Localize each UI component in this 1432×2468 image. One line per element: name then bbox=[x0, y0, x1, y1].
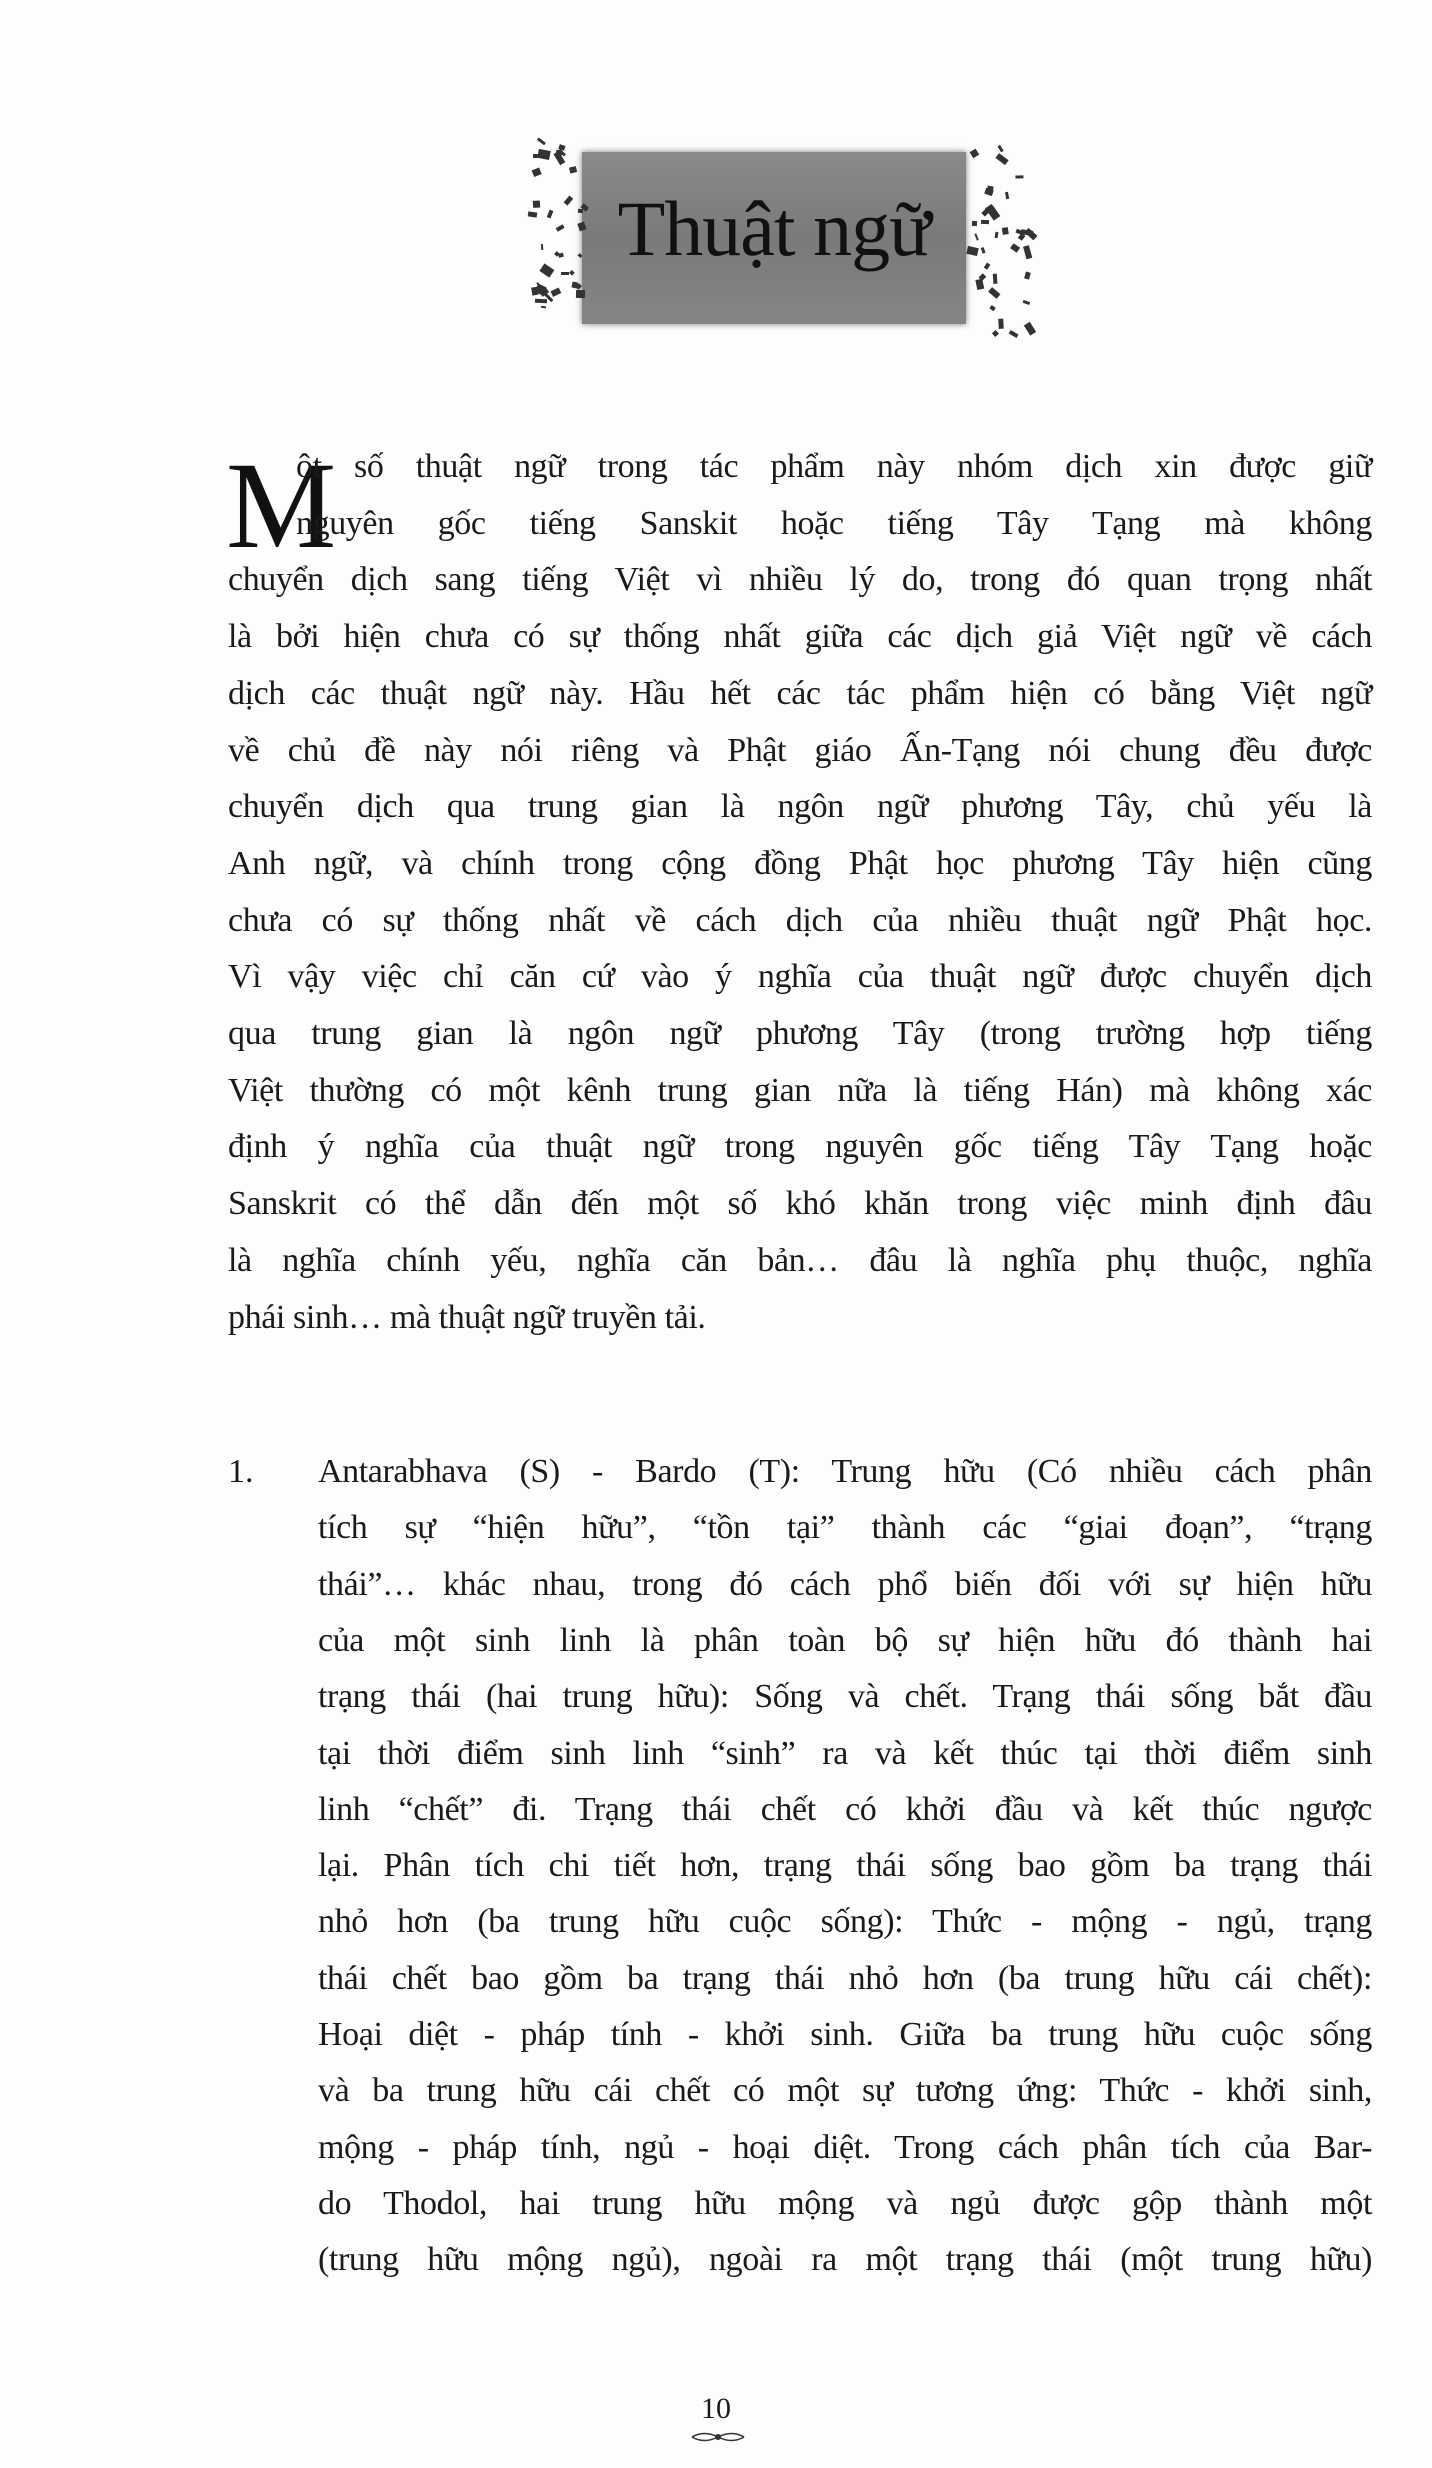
ink-speck bbox=[989, 287, 1001, 298]
ink-speck bbox=[967, 246, 980, 256]
page-number: 10 bbox=[701, 2392, 731, 2425]
text-line: ột số thuật ngữ trong tác phẩm này nhóm dịch xin được giữ bbox=[296, 448, 1372, 485]
ink-speck bbox=[1023, 299, 1031, 304]
text-line: chưa có sự thống nhất về cách dịch của nhiều thuật ngữ Phật học. bbox=[228, 901, 1372, 939]
text-line: Việt thường có một kênh trung gian nữa là tiếng Hán) mà không xác bbox=[228, 1071, 1372, 1109]
list-item-line: (trung hữu mộng ngủ), ngoài ra một trạng thái (một trung hữu) bbox=[318, 2241, 1372, 2279]
ink-speck bbox=[528, 211, 537, 217]
ink-speck bbox=[551, 287, 561, 296]
ink-speck bbox=[998, 319, 1004, 329]
ink-speck bbox=[995, 232, 999, 239]
ink-speck bbox=[976, 279, 984, 290]
list-item-line: mộng - pháp tính, ngủ - hoại diệt. Trong cách phân tích của Bar- bbox=[318, 2128, 1372, 2166]
ink-speck bbox=[974, 233, 979, 240]
ink-speck bbox=[570, 270, 576, 276]
ink-speck bbox=[1023, 245, 1033, 259]
ink-speck bbox=[539, 263, 554, 277]
ink-speck bbox=[987, 206, 1001, 221]
text-line: dịch các thuật ngữ này. Hầu hết các tác phẩm hiện có bằng Việt ngữ bbox=[228, 674, 1372, 712]
text-line: qua trung gian là ngôn ngữ phương Tây (trong trường hợp tiếng bbox=[228, 1015, 1372, 1052]
list-item-line: thái chết bao gồm ba trạng thái nhỏ hơn (ba trung hữu cái chết): bbox=[318, 1959, 1372, 1997]
list-item-line: linh “chết” đi. Trạng thái chết có khởi đầu và kết thúc ngược bbox=[318, 1790, 1372, 1828]
ink-speck bbox=[568, 166, 576, 173]
list-item-line: Antarabhava (S) - Bardo (T): Trung hữu (Có nhiều cách phân bbox=[318, 1453, 1372, 1490]
ink-speck bbox=[1024, 322, 1036, 336]
ink-speck bbox=[541, 306, 546, 309]
text-line: chuyển dịch qua trung gian là ngôn ngữ phương Tây, chủ yếu là bbox=[228, 788, 1372, 826]
list-item-line: lại. Phân tích chi tiết hơn, trạng thái sống bao gồm ba trạng thái bbox=[318, 1847, 1372, 1885]
ink-speck bbox=[972, 221, 977, 226]
page-ornament-icon bbox=[690, 2430, 746, 2444]
list-item-line: trạng thái (hai trung hữu): Sống và chết. Trạng thái sống bắt đầu bbox=[318, 1678, 1372, 1716]
ink-speck bbox=[997, 145, 1003, 153]
text-line: định ý nghĩa của thuật ngữ trong nguyên gốc tiếng Tây Tạng hoặc bbox=[228, 1128, 1372, 1166]
ink-speck bbox=[996, 153, 1009, 165]
ink-speck bbox=[533, 154, 538, 158]
ink-speck bbox=[535, 298, 547, 302]
list-item-line: tích sự “hiện hữu”, “tồn tại” thành các “giai đoạn”, “trạng bbox=[318, 1509, 1372, 1547]
list-item-line: của một sinh linh là phân toàn bộ sự hiện hữu đó thành hai bbox=[318, 1621, 1372, 1659]
ink-speck bbox=[555, 225, 564, 233]
list-number: 1. bbox=[228, 1453, 254, 1490]
ink-speck bbox=[1025, 271, 1031, 279]
text-line: là bởi hiện chưa có sự thống nhất giữa các dịch giả Việt ngữ về cách bbox=[228, 618, 1372, 656]
ink-speck bbox=[989, 305, 995, 311]
ink-speck bbox=[1006, 191, 1010, 198]
text-line: Vì vậy việc chỉ căn cứ vào ý nghĩa của thuật ngữ được chuyển dịch bbox=[228, 958, 1372, 996]
list-item-line: Hoại diệt - pháp tính - khởi sinh. Giữa ba trung hữu cuộc sống bbox=[318, 2016, 1372, 2053]
list-item-line: do Thodol, hai trung hữu mộng và ngủ được gộp thành một bbox=[318, 2184, 1372, 2222]
ink-speck bbox=[537, 149, 551, 160]
ink-speck bbox=[561, 272, 569, 275]
chapter-heading bbox=[520, 140, 1020, 340]
ink-speck bbox=[575, 290, 584, 299]
ink-speck bbox=[981, 220, 989, 225]
text-line: nguyên gốc tiếng Sanskit hoặc tiếng Tây Tạng mà không bbox=[296, 504, 1372, 542]
ink-speck bbox=[983, 263, 990, 270]
ink-speck bbox=[1016, 176, 1024, 179]
text-line: là nghĩa chính yếu, nghĩa căn bản… đâu là nghĩa phụ thuộc, nghĩa bbox=[228, 1241, 1372, 1279]
drop-cap: M bbox=[226, 437, 337, 574]
ink-speck bbox=[563, 196, 572, 206]
ink-speck bbox=[1002, 227, 1009, 235]
text-line: Anh ngữ, và chính trong cộng đồng Phật học phương Tây hiện cũng bbox=[228, 844, 1372, 882]
list-item-line: tại thời điểm sinh linh “sinh” ra và kết thúc tại thời điểm sinh bbox=[318, 1734, 1372, 1772]
ink-speck bbox=[558, 253, 564, 258]
ink-speck bbox=[533, 201, 540, 209]
list-item-line: nhỏ hơn (ba trung hữu cuộc sống): Thức - mộng - ngủ, trạng bbox=[318, 1903, 1372, 1941]
page-title: Thuật ngữ bbox=[617, 185, 931, 272]
text-line: chuyển dịch sang tiếng Việt vì nhiều lý do, trong đó quan trọng nhất bbox=[228, 561, 1372, 599]
ink-speck bbox=[541, 243, 544, 249]
ink-speck bbox=[981, 247, 986, 254]
ink-speck bbox=[537, 138, 546, 146]
ink-speck bbox=[1010, 244, 1020, 254]
text-line: Sanskrit có thể dẫn đến một số khó khăn trong việc minh định đâu bbox=[228, 1185, 1372, 1223]
list-item-line: và ba trung hữu cái chết có một sự tương ứng: Thức - khởi sinh, bbox=[318, 2072, 1372, 2110]
list-item-line: thái”… khác nhau, trong đó cách phổ biến đối với sự hiện hữu bbox=[318, 1565, 1372, 1603]
ink-speck bbox=[970, 148, 979, 158]
text-line: về chủ đề này nói riêng và Phật giáo Ấn-Tạng nói chung đều được bbox=[228, 731, 1372, 769]
ink-speck bbox=[546, 210, 553, 219]
ink-speck bbox=[1008, 330, 1018, 338]
ink-speck bbox=[531, 168, 541, 177]
ink-speck bbox=[992, 330, 999, 337]
ink-speck bbox=[993, 274, 998, 285]
text-line: phái sinh… mà thuật ngữ truyền tải. bbox=[228, 1298, 706, 1336]
